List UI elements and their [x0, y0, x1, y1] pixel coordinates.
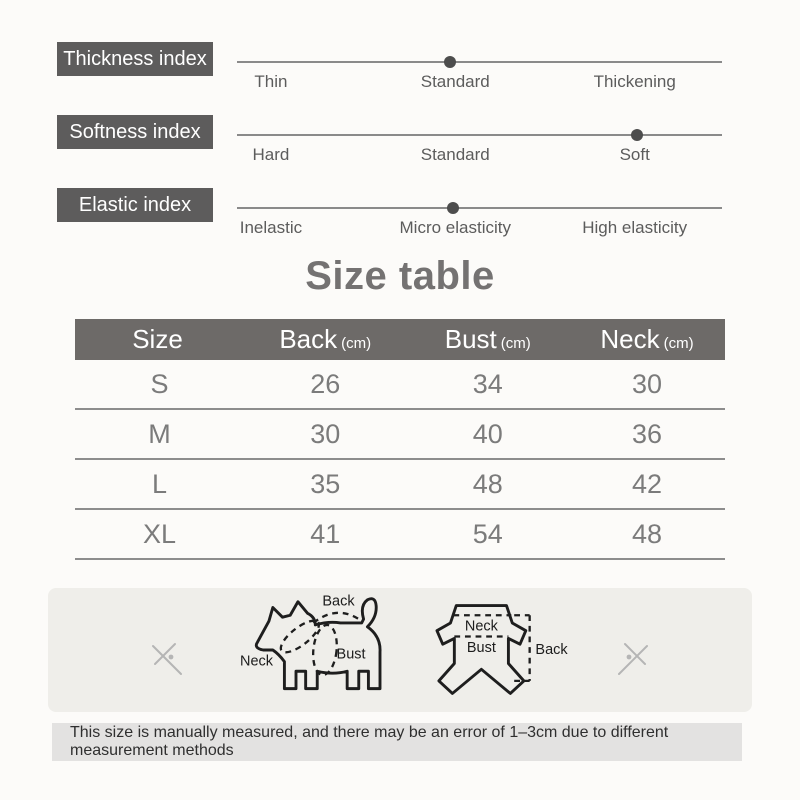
column-header-back — [244, 324, 407, 355]
garment-back-label: Back — [535, 641, 568, 658]
slider-dot — [444, 56, 456, 68]
slider-option: Standard — [420, 72, 490, 91]
softness-slider — [237, 115, 722, 175]
cell-neck: 48 — [631, 518, 663, 549]
slider-option: Standard — [420, 145, 490, 164]
slider-option: Soft — [619, 145, 650, 164]
column-label: Neck — [600, 324, 660, 354]
slider-option: Thickening — [593, 72, 676, 91]
slider-option: Thin — [254, 72, 288, 91]
cell-size: XL — [142, 518, 177, 549]
dog-outline — [256, 599, 380, 689]
measurement-disclaimer: This size is manually measured, and there may be an error of 1–3cm due to different measurement methods — [52, 723, 742, 761]
softness-index-row — [0, 115, 800, 179]
column-header-bust — [407, 324, 570, 355]
cell-bust: 34 — [472, 368, 503, 399]
cell-back: 26 — [310, 368, 341, 399]
dog-bust-label: Bust — [336, 646, 366, 663]
slider-dot — [631, 129, 643, 141]
column-header-size — [75, 324, 244, 355]
slider-option: Inelastic — [239, 218, 303, 237]
thickness-index-label: Thickness index — [57, 42, 213, 76]
cell-bust: 48 — [472, 468, 503, 499]
decorative-cross-icon — [612, 637, 652, 677]
slider-track — [237, 134, 722, 136]
cell-neck: 42 — [631, 468, 663, 499]
garment-bust-label: Bust — [466, 639, 496, 656]
thickness-slider — [237, 42, 722, 102]
cell-back: 30 — [310, 418, 341, 449]
cell-size: M — [148, 418, 171, 449]
elastic-index-row — [0, 188, 800, 252]
cell-neck: 36 — [631, 418, 663, 449]
cell-bust: 40 — [472, 418, 503, 449]
table-row — [75, 510, 725, 560]
slider-track — [237, 207, 722, 209]
elastic-slider — [237, 188, 722, 248]
column-label: Bust — [444, 324, 497, 354]
size-table-header — [75, 319, 725, 360]
column-label: Back — [279, 324, 338, 354]
cell-back: 41 — [310, 518, 341, 549]
column-header-neck — [569, 324, 725, 355]
slider-option: High elasticity — [582, 218, 688, 237]
softness-index-label: Softness index — [57, 115, 213, 149]
thickness-index-row — [0, 42, 800, 106]
column-unit: (cm) — [663, 335, 694, 352]
dog-measurement-diagram — [240, 594, 576, 706]
cell-bust: 54 — [472, 518, 503, 549]
cell-size: S — [150, 368, 169, 399]
elastic-index-label: Elastic index — [57, 188, 213, 222]
cell-neck: 30 — [631, 368, 663, 399]
column-label: Size — [132, 324, 183, 354]
slider-dot — [447, 202, 459, 214]
column-unit: (cm) — [341, 335, 372, 352]
slider-track — [237, 61, 722, 63]
column-unit: (cm) — [500, 335, 531, 352]
cell-size: L — [151, 468, 168, 499]
dog-neck-label: Neck — [240, 653, 273, 670]
table-row — [75, 360, 725, 410]
garment-neck-label: Neck — [464, 618, 498, 635]
decorative-cross-icon — [148, 637, 188, 677]
cell-back: 35 — [310, 468, 341, 499]
size-table-title: Size table — [305, 254, 495, 298]
slider-option: Micro elasticity — [399, 218, 511, 237]
dog-back-label: Back — [322, 594, 355, 610]
table-row — [75, 410, 725, 460]
size-table — [75, 319, 725, 560]
slider-option: Hard — [252, 145, 290, 164]
table-row — [75, 460, 725, 510]
